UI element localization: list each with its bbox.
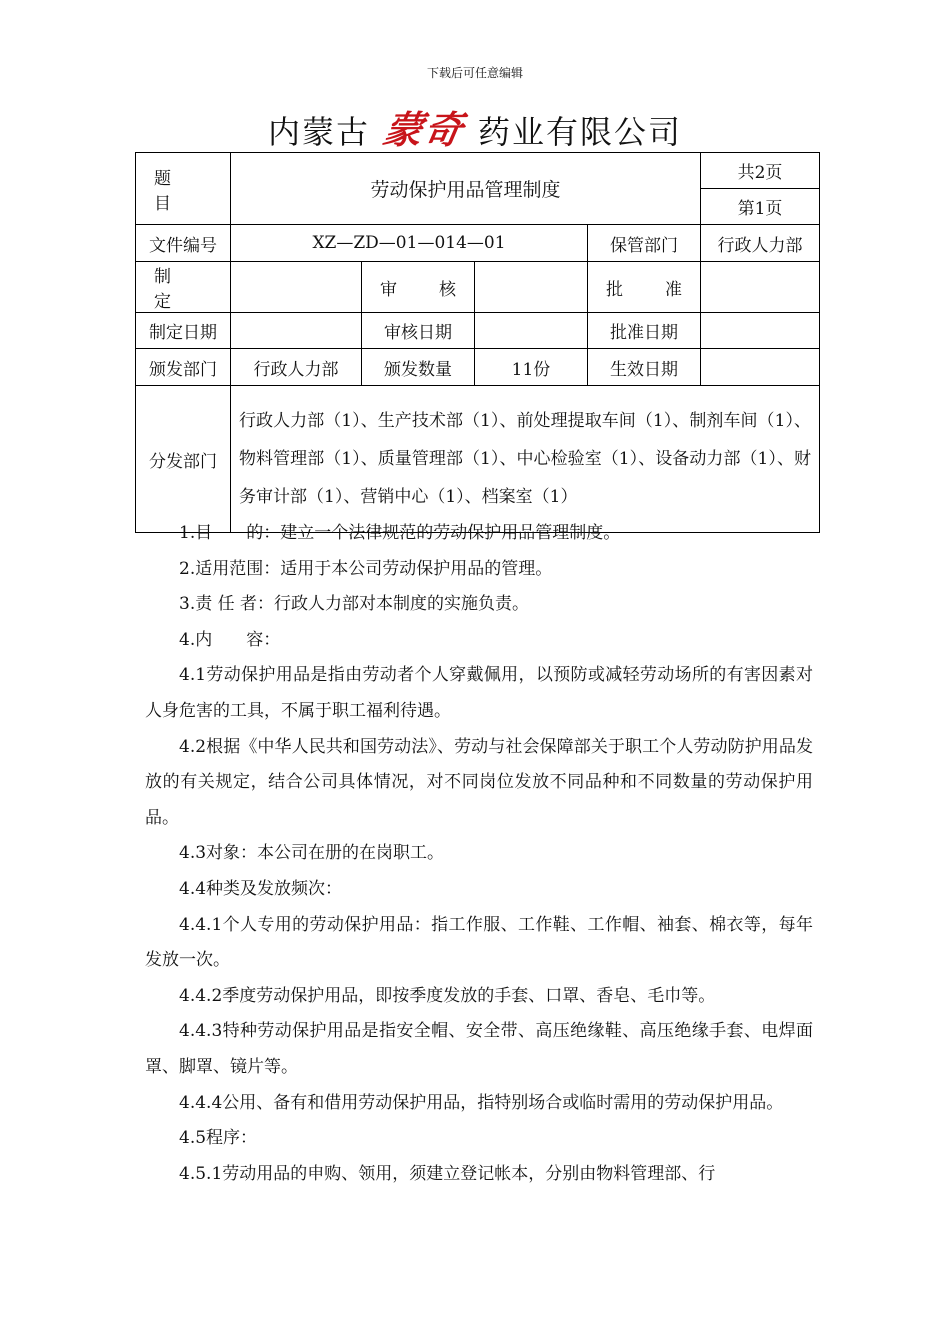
draft-date-label: 制定日期 <box>136 313 231 349</box>
paragraph: 4.4.3特种劳动保护用品是指安全帽、安全带、高压绝缘鞋、高压绝缘手套、电焊面罩、脚罩、镜片等。 <box>145 1021 813 1077</box>
review-date-label: 审核日期 <box>362 313 475 349</box>
company-header <box>0 106 950 156</box>
document-title: 劳动保护用品管理制度 <box>231 153 701 225</box>
distribution-label: 分发部门 <box>136 386 231 533</box>
custody-label: 保管部门 <box>588 225 701 262</box>
paragraph: 4.5程序： <box>179 1128 258 1149</box>
issue-dept: 行政人力部 <box>231 349 362 386</box>
distribution-depts: 行政人力部（1）、生产技术部（1）、前处理提取车间（1）、制剂车间（1）、物料管理部（1）、质量管理部（1）、中心检验室（1）、设备动力部（1）、财务审计部（1）、营销中心（1）、档案室（1） <box>231 386 820 533</box>
doc-no-label: 文件编号 <box>136 225 231 262</box>
drafted-label: 制 定 <box>136 262 231 313</box>
approve-date-value <box>701 313 820 349</box>
doc-no: XZ—ZD—01—014—01 <box>231 225 588 262</box>
approve-date-label: 批准日期 <box>588 313 701 349</box>
paragraph: 4.4.1个人专用的劳动保护用品：指工作服、工作鞋、工作帽、袖套、棉衣等，每年发放一次。 <box>145 914 813 971</box>
paragraph: 4.4种类及发放频次： <box>179 878 343 899</box>
paragraph: 4.4.2季度劳动保护用品，即按季度发放的手套、口罩、香皂、毛巾等。 <box>179 985 716 1006</box>
company-prefix: 内蒙古 <box>267 113 370 151</box>
drafted-value <box>231 262 362 313</box>
brand-logo: 蒙奇 <box>380 107 469 152</box>
total-pages: 共2页 <box>701 153 820 189</box>
paragraph: 4.1劳动保护用品是指由劳动者个人穿戴佩用，以预防或减轻劳动场所的有害因素对人身危害的工具，不属于职工福利待遇。 <box>145 665 813 721</box>
paragraph: 4.内 容： <box>179 629 281 650</box>
paragraph: 2.适用范围：适用于本公司劳动保护用品的管理。 <box>179 558 553 579</box>
custody-dept: 行政人力部 <box>701 225 820 262</box>
effective-date-value <box>701 349 820 386</box>
review-value <box>475 262 588 313</box>
paragraph: 3.责 任 者：行政人力部对本制度的实施负责。 <box>179 594 530 615</box>
title-label: 题 目 <box>136 153 231 225</box>
review-label: 审 核 <box>362 262 475 313</box>
company-suffix: 药业有限公司 <box>478 113 683 151</box>
approve-value <box>701 262 820 313</box>
review-date-value <box>475 313 588 349</box>
paragraph: 4.3对象：本公司在册的在岗职工。 <box>179 843 445 864</box>
paragraph: 4.5.1劳动用品的申购、领用，须建立登记帐本，分别由物料管理部、行 <box>179 1163 716 1184</box>
top-note: 下载后可任意编辑 <box>426 66 523 80</box>
page-number: 第1页 <box>701 189 820 225</box>
document-info-table <box>135 152 820 533</box>
paragraph: 1.目 的：建立一个法律规范的劳动保护用品管理制度。 <box>179 523 621 543</box>
approve-label: 批 准 <box>588 262 701 313</box>
paragraph: 4.2根据《中华人民共和国劳动法》、劳动与社会保障部关于职工个人劳动防护用品发放的有关规定，结合公司具体情况，对不同岗位发放不同品种和不同数量的劳动保护用品。 <box>145 736 813 828</box>
issue-qty-label: 颁发数量 <box>362 349 475 386</box>
issue-qty: 11份 <box>475 349 588 386</box>
paragraph: 4.4.4公用、备有和借用劳动保护用品，指特别场合或临时需用的劳动保护用品。 <box>179 1092 784 1113</box>
draft-date-value <box>231 313 362 349</box>
effective-date-label: 生效日期 <box>588 349 701 386</box>
issue-dept-label: 颁发部门 <box>136 349 231 386</box>
document-body <box>145 516 813 1192</box>
